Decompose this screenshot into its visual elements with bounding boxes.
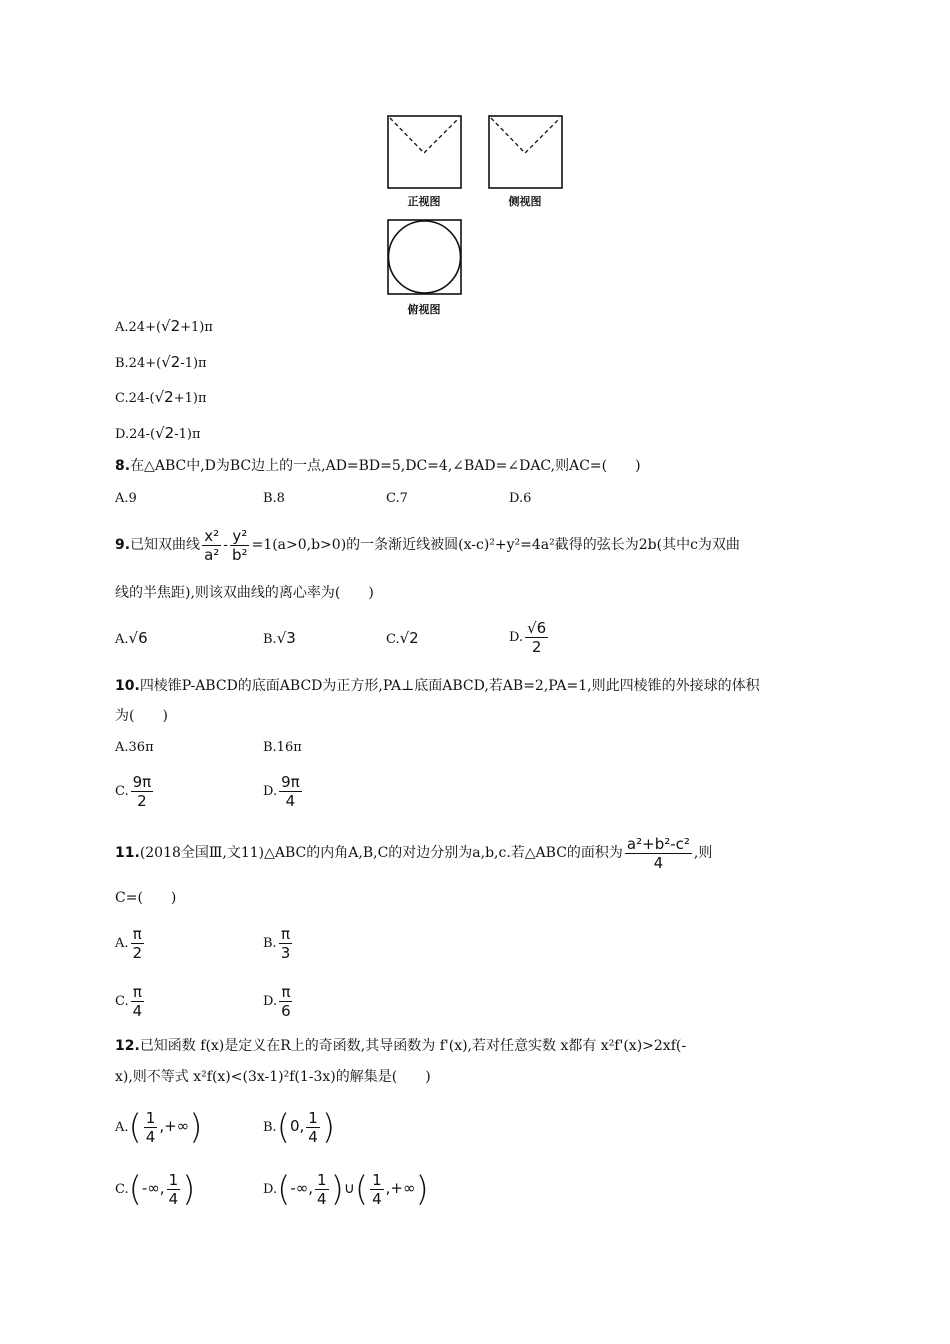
q9-stem: 9.已知双曲线 $\frac{\text{x²}}{\text{a²}}$ - $\frac{\text{y²}}{\text{b²}}$ =1(a>0,b>0)的一条渐近线被圆(x-c)²+y²=4a²截得的弦长为2b(其中c为双曲	[115, 526, 740, 564]
q9-frac-y: $\frac{\text{y²}}{\text{b²}}$	[232, 526, 248, 564]
q9-frac-x: $\frac{\text{x²}}{\text{a²}}$	[204, 526, 220, 564]
top-view-label: 俯视图	[407, 303, 441, 316]
q8-option-a: A.9	[115, 491, 137, 506]
q11-stem: 11.(2018全国Ⅲ,文11)△ABC的内角A,B,C的对边分别为a,b,c.若△ABC的面积为 $\frac{\text{a²+b²-c²}}{4}$ ,则	[115, 834, 713, 872]
q7-option-b: B.24+(√2-1)π	[115, 353, 207, 371]
q9-option-a: A.√6	[115, 629, 148, 647]
q10-stem: 10.四棱锥P-ABCD的底面ABCD为正方形,PA⊥底面ABCD,若AB=2,PA=1,则此四棱锥的外接球的体积	[115, 678, 760, 694]
q11-option-c: C. $\frac{\pi}{4}$	[115, 983, 143, 1020]
q11-area-frac: $\frac{\text{a²+b²-c²}}{4}$	[626, 834, 690, 872]
q11-option-a: A. $\frac{\pi}{2}$	[115, 925, 143, 962]
q10-stem-line2: 为( )	[115, 708, 168, 724]
q9-option-d: D. $\frac{√6}{2}$	[509, 619, 547, 656]
q11-stem-line2: C=( )	[115, 890, 177, 906]
q12-option-b: B.(0, $\frac{1}{4}$ )	[263, 1107, 336, 1148]
front-view	[388, 116, 461, 188]
q8-option-d: D.6	[509, 491, 532, 506]
q12-option-c: C.(-∞, $\frac{1}{4}$ )	[115, 1169, 196, 1210]
q9-stem-line2: 线的半焦距),则该双曲线的离心率为( )	[115, 585, 374, 601]
q12-stem: 12.已知函数 f(x)是定义在R上的奇函数,其导函数为 f'(x),若对任意实数 x都有 x²f'(x)>2xf(-	[115, 1038, 687, 1054]
q8-option-c: C.7	[386, 491, 408, 506]
q9-option-c: C.√2	[386, 629, 419, 647]
top-view	[388, 220, 461, 294]
q7-option-d: D.24-(√2-1)π	[115, 424, 201, 442]
q10-option-d: D. $\frac{9\pi}{4}$	[263, 773, 300, 810]
front-view-label: 正视图	[407, 195, 441, 208]
q10-option-b: B.16π	[263, 740, 302, 755]
side-view	[489, 116, 562, 188]
q11-option-b: B. $\frac{\pi}{3}$	[263, 925, 291, 962]
q12-stem-line2: x),则不等式 x²f(x)<(3x-1)²f(1-3x)的解集是( )	[115, 1069, 431, 1085]
q12-option-d: D.(-∞, $\frac{1}{4}$ )∪( $\frac{1}{4}$ ,+∞)	[263, 1169, 429, 1210]
q8-stem: 8.在△ABC中,D为BC边上的一点,AD=BD=5,DC=4,∠BAD=∠DAC,则AC=( )	[115, 458, 641, 474]
q10-option-c: C. $\frac{9\pi}{2}$	[115, 773, 152, 810]
three-view-figure	[380, 110, 580, 310]
q7-option-a: A.24+(√2+1)π	[115, 317, 213, 335]
q11-option-d: D. $\frac{\pi}{6}$	[263, 983, 291, 1020]
q9-option-b: B.√3	[263, 629, 296, 647]
q10-option-a: A.36π	[115, 740, 154, 755]
q12-option-a: A.( $\frac{1}{4}$ ,+∞)	[115, 1107, 203, 1148]
q7-option-c: C.24-(√2+1)π	[115, 388, 207, 406]
q8-option-b: B.8	[263, 491, 285, 506]
side-view-label: 侧视图	[508, 195, 542, 208]
